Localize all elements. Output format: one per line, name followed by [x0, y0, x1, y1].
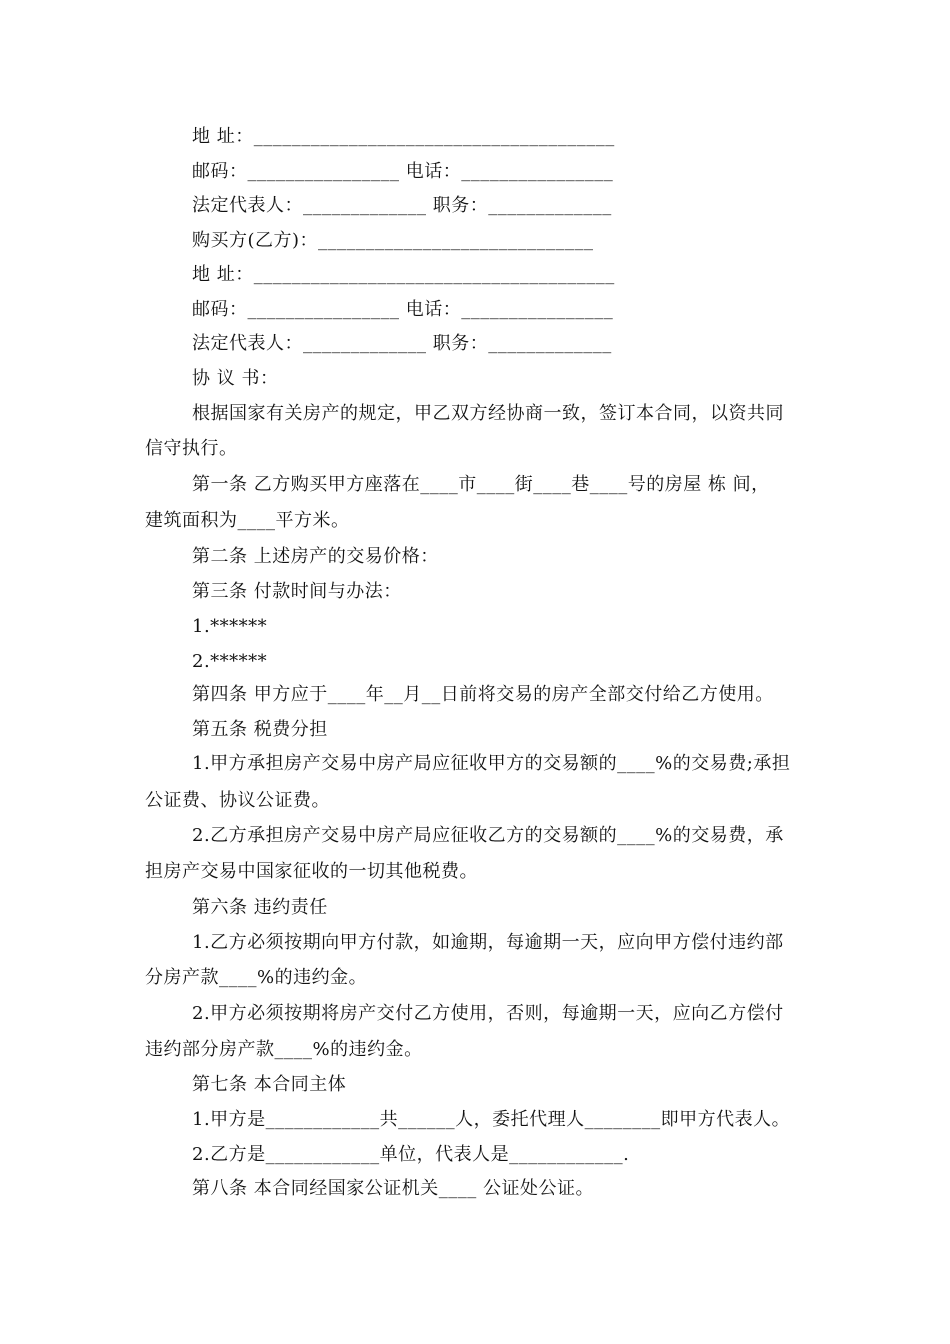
article-5-item-1-line-1: 1.甲方承担房产交易中房产局应征收甲方的交易额的____%的交易费;承担 [192, 753, 791, 774]
article-1-line-2: 建筑面积为____平方米。 [145, 510, 350, 531]
seller-address-line: 地 址：______________________________________ [192, 126, 615, 147]
article-5: 第五条 税费分担 [192, 719, 328, 740]
seller-postcode-phone-line: 邮码：________________ 电话：________________ [192, 161, 614, 182]
article-3-item-2: 2.****** [192, 651, 268, 672]
buyer-party-line: 购买方(乙方)：_____________________________ [192, 230, 594, 251]
article-7: 第七条 本合同主体 [192, 1074, 347, 1095]
article-5-item-2-line-2: 担房产交易中国家征收的一切其他税费。 [145, 861, 478, 882]
article-6: 第六条 违约责任 [192, 897, 328, 918]
article-6-item-2-line-1: 2.甲方必须按期将房产交付乙方使用，否则，每逾期一天，应向乙方偿付 [192, 1003, 784, 1024]
article-6-item-1-line-1: 1.乙方必须按期向甲方付款，如逾期，每逾期一天，应向甲方偿付违约部 [192, 932, 784, 953]
article-1-line-1: 第一条 乙方购买甲方座落在____市____街____巷____号的房屋 栋 间， [192, 474, 770, 495]
agreement-heading: 协 议 书： [192, 368, 279, 389]
article-7-item-1: 1.甲方是____________共______人，委托代理人________即甲方代表人。 [192, 1109, 791, 1130]
article-3-item-1: 1.****** [192, 616, 268, 637]
preamble-line-2: 信守执行。 [145, 438, 238, 459]
article-7-item-2: 2.乙方是____________单位，代表人是____________. [192, 1144, 630, 1165]
buyer-postcode-phone-line: 邮码：________________ 电话：________________ [192, 299, 614, 320]
seller-legal-rep-line: 法定代表人：_____________ 职务：_____________ [192, 195, 612, 216]
preamble-line-1: 根据国家有关房产的规定，甲乙双方经协商一致，签订本合同，以资共同 [192, 403, 784, 424]
article-5-item-2-line-1: 2.乙方承担房产交易中房产局应征收乙方的交易额的____%的交易费，承 [192, 825, 784, 846]
article-2: 第二条 上述房产的交易价格： [192, 546, 439, 567]
buyer-address-line: 地 址：______________________________________ [192, 264, 615, 285]
article-3: 第三条 付款时间与办法： [192, 581, 402, 602]
article-5-item-1-line-2: 公证费、协议公证费。 [145, 790, 330, 811]
buyer-legal-rep-line: 法定代表人：_____________ 职务：_____________ [192, 333, 612, 354]
article-6-item-1-line-2: 分房产款____%的违约金。 [145, 967, 368, 988]
article-4: 第四条 甲方应于____年__月__日前将交易的房产全部交付给乙方使用。 [192, 684, 774, 705]
article-8: 第八条 本合同经国家公证机关____ 公证处公证。 [192, 1178, 594, 1199]
article-6-item-2-line-2: 违约部分房产款____%的违约金。 [145, 1039, 423, 1060]
